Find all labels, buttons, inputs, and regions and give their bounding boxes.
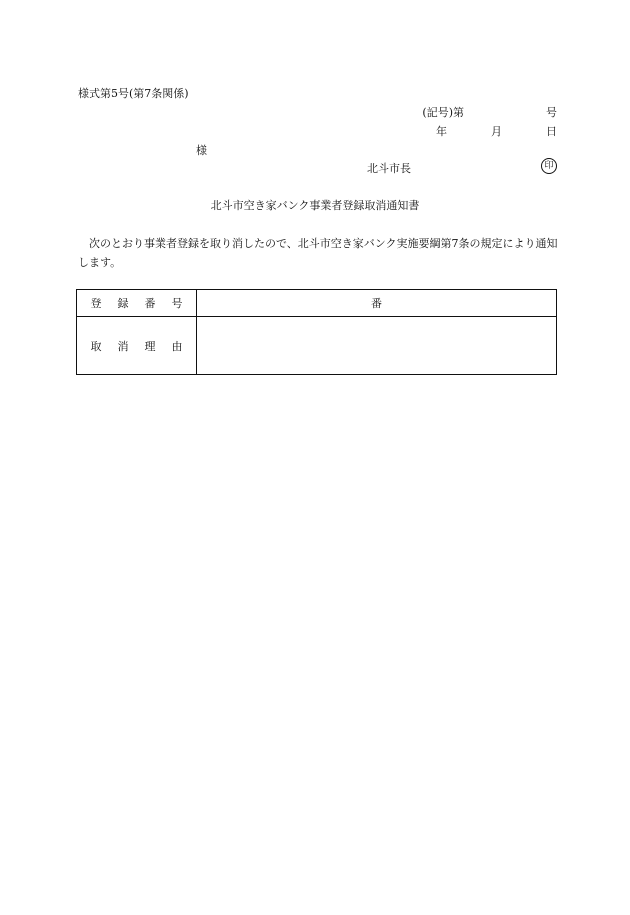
date-day: 日 xyxy=(546,125,557,138)
record-label: (記号)第 xyxy=(422,106,464,119)
info-table xyxy=(76,289,557,375)
record-number-line xyxy=(422,104,557,120)
date-month: 月 xyxy=(491,125,502,138)
cancellation-reason-label: 取消理由 xyxy=(77,317,197,375)
form-reference: 様式第5号(第7条関係) xyxy=(78,87,189,100)
seal-mark: 印 xyxy=(541,158,557,174)
body-text: 次のとおり事業者登録を取り消したので、北斗市空き家バンク実施要綱第7条の規定により通知します。 xyxy=(78,237,558,269)
table-row xyxy=(77,317,557,375)
number-label: 号 xyxy=(546,106,557,119)
registration-number-label: 登録番号 xyxy=(77,290,197,317)
issuer-name: 北斗市長 xyxy=(367,162,411,175)
date-line xyxy=(436,123,557,139)
table-row xyxy=(77,290,557,317)
recipient-suffix: 様 xyxy=(196,144,207,157)
date-year: 年 xyxy=(436,125,447,138)
document-title: 北斗市空き家バンク事業者登録取消通知書 xyxy=(210,199,420,212)
registration-number-value: 番 xyxy=(197,290,557,317)
cancellation-reason-value xyxy=(197,317,557,375)
